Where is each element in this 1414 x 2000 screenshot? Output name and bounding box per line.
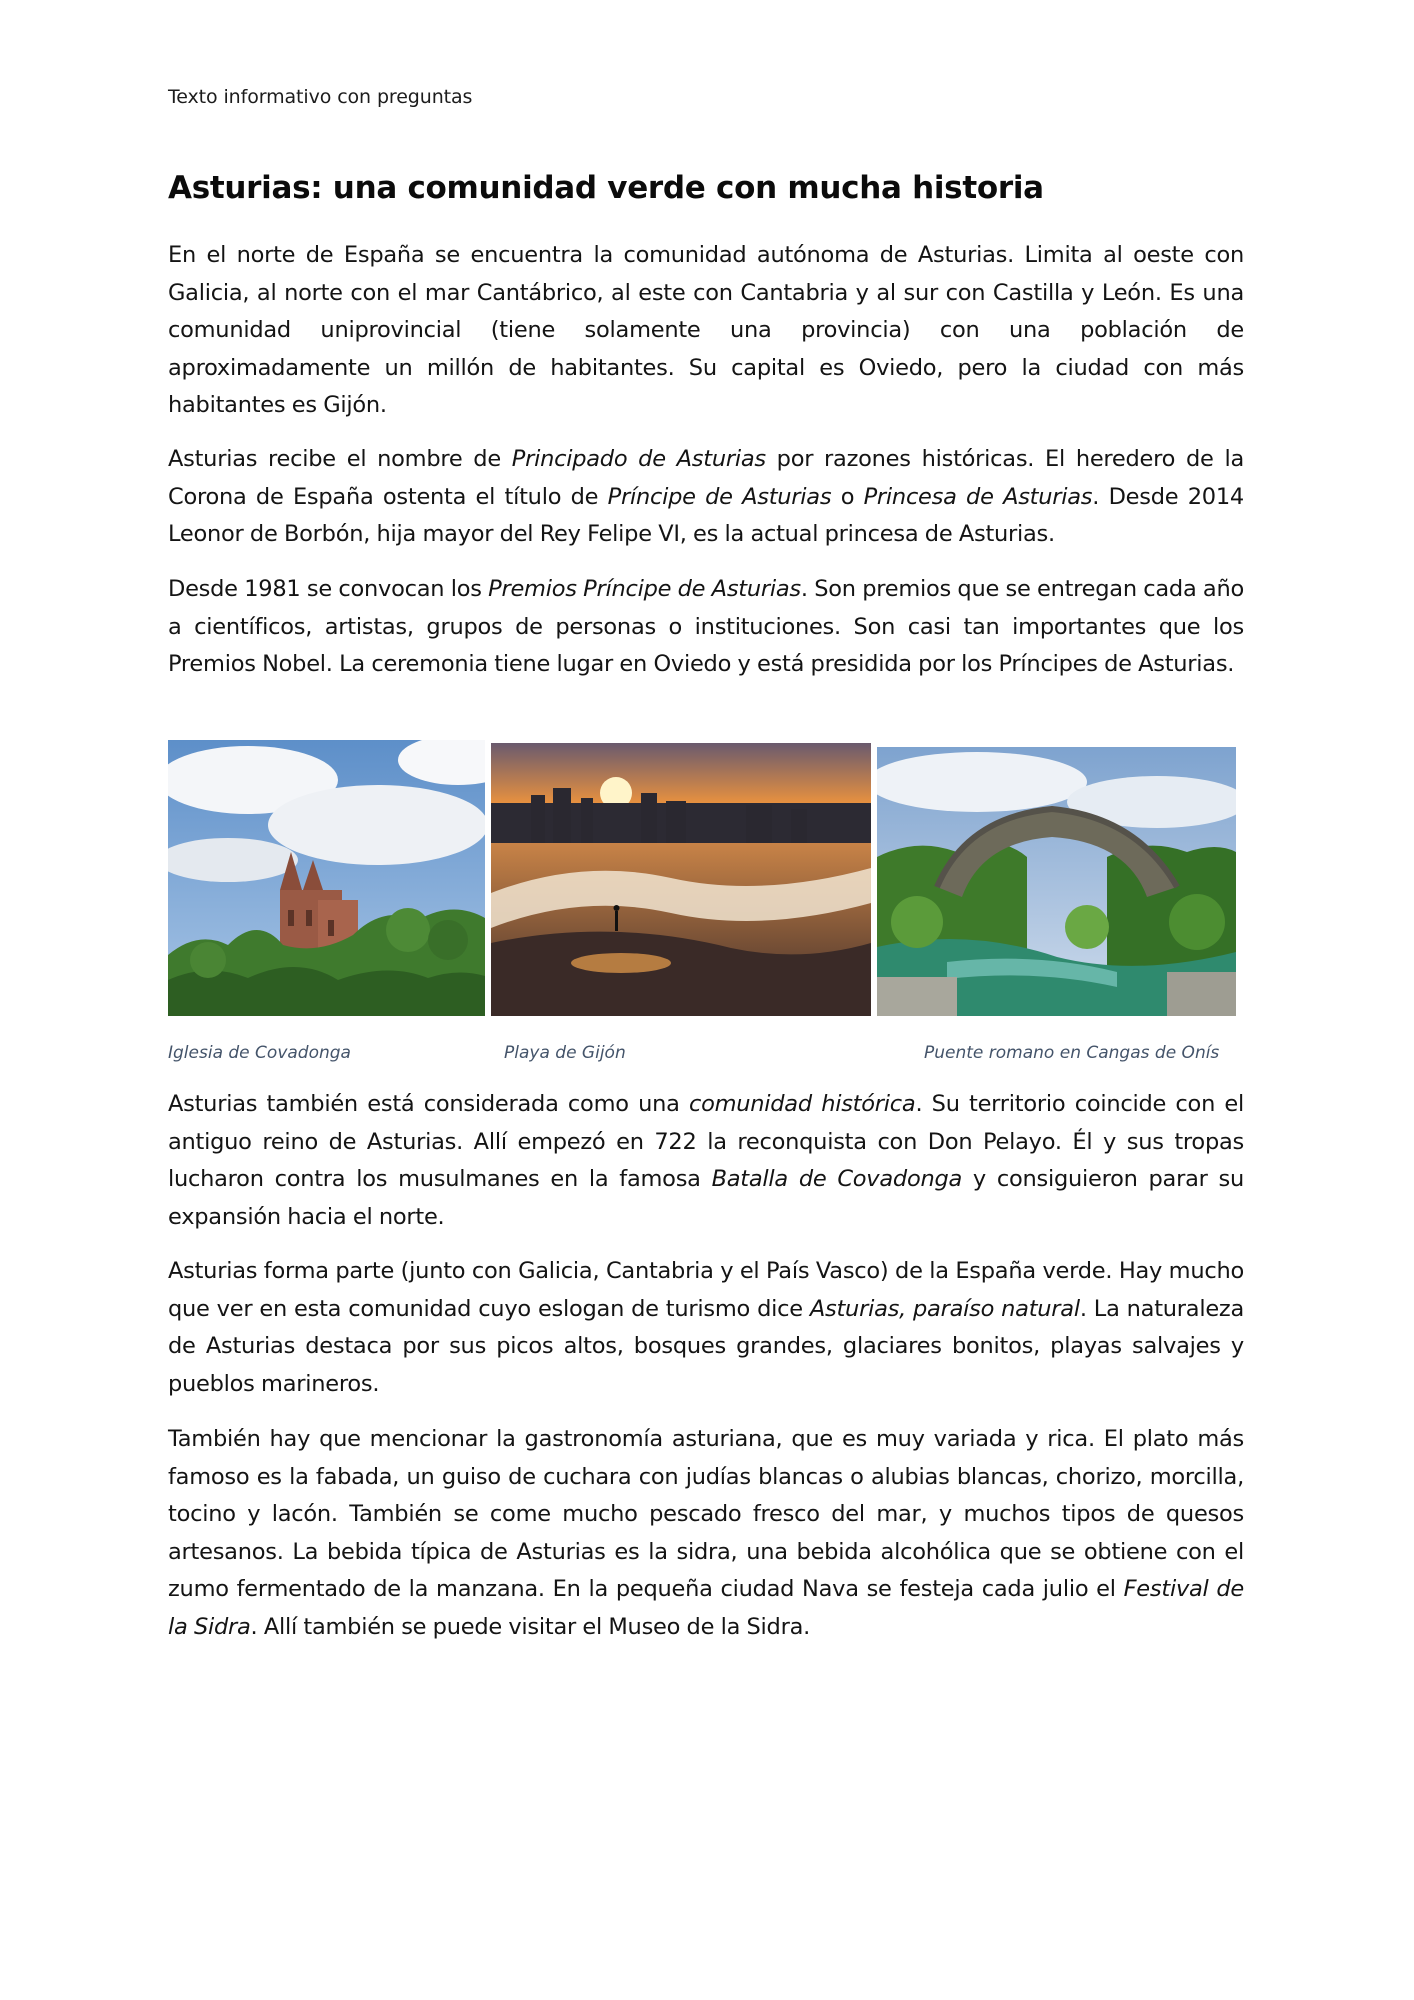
paragraph-gastronomia: También hay que mencionar la gastronomía asturiana, que es muy variada y rica. El plato más famoso es la fabada, un guiso de cuchara con judías blancas o alubias blancas, chorizo, morcilla, tocino y lacón. También se come mucho pescado fresco del mar, y muchos tipos de quesos artesanos. La bebida típica de Asturias es la sidra, una bebida alcohólica que se obtiene con el zumo fermentado de la manzana. En la pequeña ciudad Nava se festeja cada julio el Festival de la Sidra. Allí también se puede visitar el Museo de la Sidra. [168, 1426, 1245, 1640]
photo-cangas-bridge [877, 747, 1236, 1016]
paragraph-principado: Asturias recibe el nombre de Principado de Asturias por razones históricas. El heredero de la Corona de España ostenta el título de Príncipe de Asturias o Princesa de Asturias. Desde 2014 Leonor de Borbón, hija mayor del Rey Felipe VI, es la actual princesa de Asturias. [168, 446, 1244, 547]
paragraph-historia: Asturias también está considerada como una comunidad histórica. Su territorio coincide con el antiguo reino de Asturias. Allí empezó en 722 la reconquista con Don Pelayo. Él y sus tropas lucharon contra los musulmanes en la famosa Batalla de Covadonga y consiguieron parar su expansión hacia el norte. [168, 1091, 1244, 1230]
caption-covadonga: Iglesia de Covadonga [168, 1043, 351, 1063]
caption-cangas: Puente romano en Cangas de Onís [924, 1043, 1220, 1063]
caption-gijon: Playa de Gijón [504, 1043, 626, 1063]
paragraph-location: En el norte de España se encuentra la comunidad autónoma de Asturias. Limita al oeste con Galicia, al norte con el mar Cantábrico, al este con Cantabria y al sur con Castilla y León. Es una comunidad uniprovincial (tiene solamente una provincia) con una población de aproximadamente un millón de habitantes. Su capital es Oviedo, pero la ciudad con más habitantes es Gijón. [168, 242, 1244, 418]
photo-covadonga-church [168, 740, 485, 1016]
photo-gijon-beach [491, 743, 871, 1016]
article-title: Asturias: una comunidad verde con mucha historia [168, 170, 1044, 206]
page-header: Texto informativo con preguntas [168, 86, 473, 108]
paragraph-premios: Desde 1981 se convocan los Premios Príncipe de Asturias. Son premios que se entregan cada año a científicos, artistas, grupos de personas o instituciones. Son casi tan importantes que los Premios Nobel. La ceremonia tiene lugar en Oviedo y está presidida por los Príncipes de Asturias. [168, 576, 1244, 677]
paragraph-espana-verde: Asturias forma parte (junto con Galicia, Cantabria y el País Vasco) de la España verde. Hay mucho que ver en esta comunidad cuyo eslogan de turismo dice Asturias, paraíso natural. La naturaleza de Asturias destaca por sus picos altos, bosques grandes, glaciares bonitos, playas salvajes y pueblos marineros. [168, 1258, 1245, 1397]
